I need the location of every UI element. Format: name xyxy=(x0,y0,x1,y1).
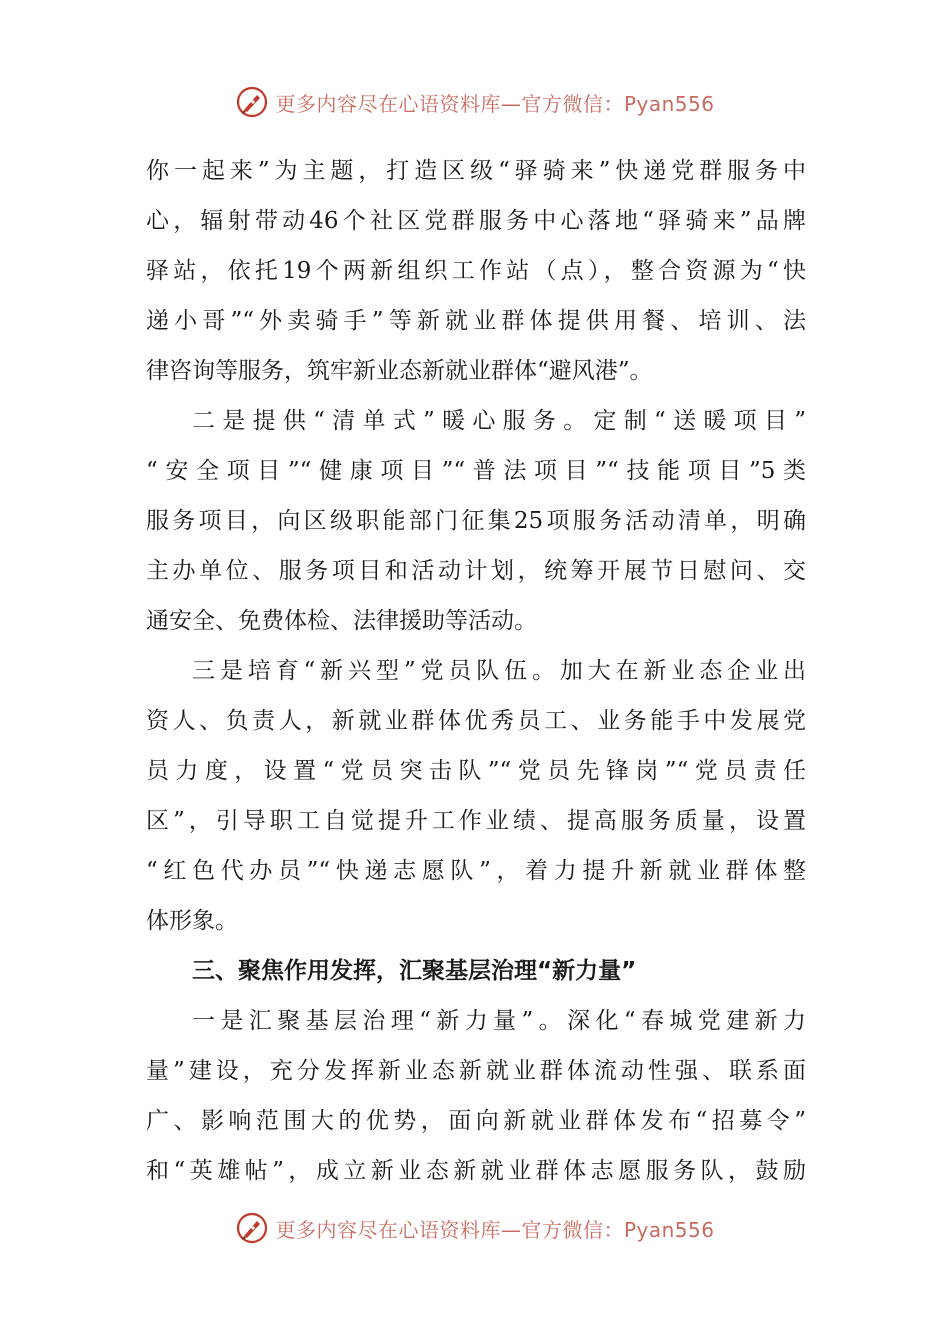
paragraph-line: 主办单位、服务项目和活动计划，统筹开展节日慰问、交 xyxy=(146,558,806,584)
paragraph-line: 服务项目，向区级职能部门征集25项服务活动清单，明确 xyxy=(146,508,806,534)
paragraph-line: 一是汇聚基层治理“新力量”。深化“春城党建新力 xyxy=(192,1008,806,1034)
paragraph-line: 量”建设，充分发挥新业态新就业群体流动性强、联系面 xyxy=(146,1058,806,1084)
paragraph-line: 资人、负责人，新就业群体优秀员工、业务能手中发展党 xyxy=(146,708,806,734)
header-watermark-banner xyxy=(0,82,950,122)
paragraph-line: 体形象。 xyxy=(146,908,238,934)
paragraph-line: “安全项目”“健康项目”“普法项目”“技能项目”5类 xyxy=(146,458,806,484)
paragraph-line: 员力度，设置“党员突击队”“党员先锋岗”“党员责任 xyxy=(146,758,806,784)
document-body xyxy=(146,146,806,1196)
paragraph-line: 律咨询等服务，筑牢新业态新就业群体“避风港”。 xyxy=(146,358,653,384)
paragraph-line: 驿站，依托19个两新组织工作站（点），整合资源为“快 xyxy=(146,258,806,284)
paragraph-line: 通安全、免费体检、法律援助等活动。 xyxy=(146,608,537,634)
paragraph-line: 心，辐射带动46个社区党群服务中心落地“驿骑来”品牌 xyxy=(146,208,806,234)
pen-nib-logo-icon xyxy=(235,85,269,119)
paragraph-line: 你一起来”为主题，打造区级“驿骑来”快递党群服务中 xyxy=(146,158,806,184)
paragraph-line: “红色代办员”“快递志愿队”，着力提升新就业群体整 xyxy=(146,858,806,884)
paragraph-line: 递小哥”“外卖骑手”等新就业群体提供用餐、培训、法 xyxy=(146,308,806,334)
section-heading: 三、聚焦作用发挥，汇聚基层治理“新力量” xyxy=(192,958,637,984)
paragraph-line: 三是培育“新兴型”党员队伍。加大在新业态企业出 xyxy=(192,658,806,684)
paragraph-line: 二是提供“清单式”暖心服务。定制“送暖项目” xyxy=(192,408,806,434)
paragraph-line: 和“英雄帖”，成立新业态新就业群体志愿服务队，鼓励 xyxy=(146,1158,806,1184)
pen-nib-logo-icon xyxy=(235,1211,269,1245)
watermark-text: 更多内容尽在心语资料库—官方微信：Pyan556 xyxy=(275,1217,715,1242)
footer-watermark-banner xyxy=(0,1208,950,1248)
watermark-text: 更多内容尽在心语资料库—官方微信：Pyan556 xyxy=(275,91,715,116)
paragraph-line: 区”，引导职工自觉提升工作业绩、提高服务质量，设置 xyxy=(146,808,806,834)
paragraph-line: 广、影响范围大的优势，面向新就业群体发布“招募令” xyxy=(146,1108,806,1134)
